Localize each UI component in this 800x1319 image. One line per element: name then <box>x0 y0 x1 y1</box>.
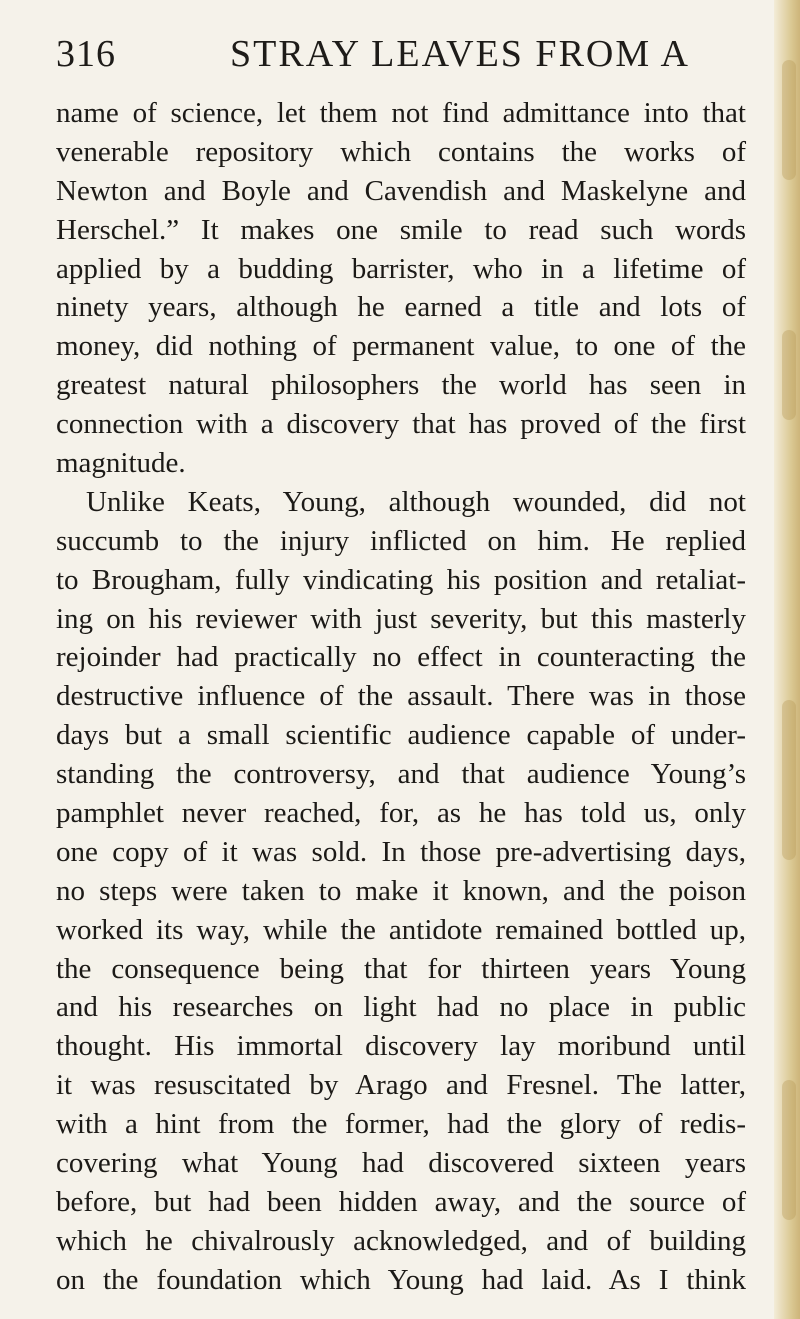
edge-stain <box>782 330 796 420</box>
paragraph <box>56 94 746 483</box>
edge-stain <box>782 60 796 180</box>
paragraph <box>56 483 746 1300</box>
running-head: STRAY LEAVES FROM A <box>230 33 690 75</box>
text-line: applied by a budding barrister, who in a lifetime of <box>56 252 746 285</box>
text-line: the consequence being that for thirteen years Young <box>56 952 746 985</box>
text-line: connection with a discovery that has proved of the first <box>56 408 746 441</box>
text-line: ninety years, although he earned a title and lots of <box>56 291 746 324</box>
text-line: name of science, let them not find admittance into that <box>56 97 746 129</box>
page-edge <box>774 0 800 1319</box>
text-line: before, but had been hidden away, and the source of <box>56 1185 746 1218</box>
text-line: on the foundation which Young had laid. As I think <box>56 1263 746 1296</box>
text-line: and his researches on light had no place in public <box>56 991 746 1024</box>
text-line: standing the controversy, and that audience Young’s <box>56 758 746 791</box>
text-line: Herschel.” It makes one smile to read such words <box>56 213 746 246</box>
text-line: with a hint from the former, had the glory of redis- <box>56 1108 746 1141</box>
text-line: it was resuscitated by Arago and Fresnel. The latter, <box>56 1069 746 1102</box>
body-text <box>56 94 746 1300</box>
text-line: thought. His immortal discovery lay moribund until <box>56 1030 746 1063</box>
edge-stain <box>782 1080 796 1220</box>
text-line: Newton and Boyle and Cavendish and Maskelyne and <box>56 174 746 207</box>
text-line: magnitude. <box>56 447 186 480</box>
text-line: destructive influence of the assault. There was in those <box>56 680 746 713</box>
text-line: venerable repository which contains the works of <box>56 135 746 168</box>
text-line: days but a small scientific audience capable of under- <box>56 719 746 752</box>
text-line: to Brougham, fully vindicating his position and retaliat- <box>56 563 746 596</box>
page-header <box>56 32 736 88</box>
edge-stain <box>782 700 796 860</box>
text-line: greatest natural philosophers the world has seen in <box>56 369 746 402</box>
text-line: covering what Young had discovered sixteen years <box>56 1147 746 1180</box>
text-line: ing on his reviewer with just severity, but this masterly <box>56 602 746 635</box>
text-line: which he chivalrously acknowledged, and of building <box>56 1224 746 1257</box>
text-line: one copy of it was sold. In those pre-advertising days, <box>56 835 746 868</box>
text-line: rejoinder had practically no effect in counteracting the <box>56 641 746 674</box>
text-line: money, did nothing of permanent value, to one of the <box>56 330 746 363</box>
text-line: succumb to the injury inflicted on him. He replied <box>56 524 746 557</box>
text-line: worked its way, while the antidote remained bottled up, <box>56 913 746 946</box>
text-line: pamphlet never reached, for, as he has told us, only <box>56 797 746 830</box>
page-number: 316 <box>56 33 116 75</box>
text-line: no steps were taken to make it known, and the poison <box>56 874 746 907</box>
text-line: Unlike Keats, Young, although wounded, did not <box>86 485 746 518</box>
